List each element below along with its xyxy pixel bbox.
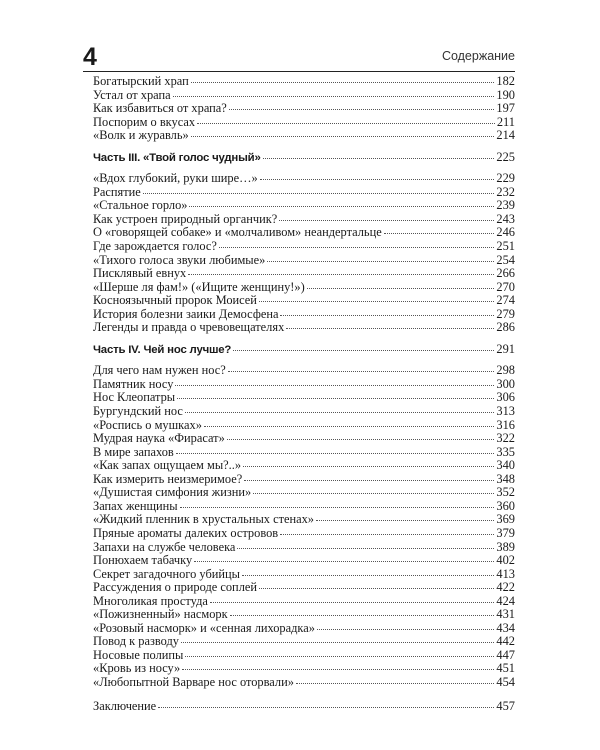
toc-entry-title: «Роспись о мушках» xyxy=(93,417,202,432)
toc-part-heading xyxy=(93,343,515,357)
dot-leader xyxy=(259,300,494,302)
toc-entry-page: 246 xyxy=(496,225,515,240)
toc-entry-page: 322 xyxy=(496,431,515,446)
dot-leader xyxy=(296,682,494,684)
toc-entry-page: 352 xyxy=(496,485,515,500)
dot-leader xyxy=(197,122,495,124)
dot-leader xyxy=(286,327,494,329)
toc-entry xyxy=(93,608,515,622)
toc-entry-page: 335 xyxy=(496,444,515,459)
toc-entry xyxy=(93,281,515,295)
dot-leader xyxy=(219,246,495,248)
dot-leader xyxy=(237,547,494,549)
toc-entry-page: 239 xyxy=(496,198,515,213)
toc-entry-page: 424 xyxy=(496,593,515,608)
toc-entry xyxy=(93,581,515,595)
dot-leader xyxy=(227,438,495,440)
toc-entry xyxy=(93,486,515,500)
dot-leader xyxy=(244,479,494,481)
toc-entry-page: 348 xyxy=(496,471,515,486)
toc-entry xyxy=(93,378,515,392)
toc-entry xyxy=(93,649,515,663)
toc-entry-title: «Как запах ощущаем мы?..» xyxy=(93,458,242,473)
toc-entry-page: 182 xyxy=(496,74,515,88)
toc-entry xyxy=(93,267,515,281)
toc-entry-title: История болезни заики Демосфена xyxy=(93,306,279,321)
toc-entry-page: 457 xyxy=(496,698,515,713)
toc-entry-page: 225 xyxy=(496,149,515,164)
toc-entry-title: Заключение xyxy=(93,698,157,713)
toc-entry xyxy=(93,321,515,335)
page-header xyxy=(83,42,515,72)
toc-entry xyxy=(93,240,515,254)
toc-entry-page: 389 xyxy=(496,539,515,554)
dot-leader xyxy=(307,287,495,289)
toc-entry xyxy=(93,102,515,116)
dot-leader xyxy=(280,533,494,535)
dot-leader xyxy=(177,397,494,399)
running-title: Содержание xyxy=(441,49,515,63)
toc-entry-page: 316 xyxy=(496,417,515,432)
toc-entry-title: Распятие xyxy=(93,184,141,199)
dot-leader xyxy=(263,157,495,159)
toc-entry-page: 279 xyxy=(496,306,515,321)
toc-entry-page: 266 xyxy=(496,266,515,281)
toc-entry xyxy=(93,554,515,568)
toc-entry xyxy=(93,213,515,227)
dot-leader xyxy=(181,641,494,643)
dot-leader xyxy=(260,178,495,180)
toc-entry xyxy=(93,622,515,636)
toc-entry-title: Часть IV. Чей нос лучше? xyxy=(93,343,232,356)
toc-entry-title: «Розовый насморк» и «сенная лихорадка» xyxy=(93,620,315,635)
toc-entry xyxy=(93,513,515,527)
toc-entry xyxy=(93,172,515,186)
toc-entry xyxy=(93,527,515,541)
toc-entry xyxy=(93,75,515,89)
dot-leader xyxy=(191,81,495,83)
toc-entry-page: 274 xyxy=(496,293,515,308)
dot-leader xyxy=(253,492,494,494)
toc-entry-title: Запах женщины xyxy=(93,498,178,513)
toc-entry-title: Нос Клеопатры xyxy=(93,390,176,405)
toc-entry-title: Для чего нам нужен нос? xyxy=(93,363,226,378)
toc-entry-page: 454 xyxy=(496,674,515,689)
toc-entry-title: «Волк и журавль» xyxy=(93,128,189,143)
toc-entry xyxy=(93,129,515,143)
dot-leader xyxy=(228,370,495,372)
toc-entry xyxy=(93,116,515,130)
toc-entry-page: 313 xyxy=(496,404,515,419)
dot-leader xyxy=(185,655,494,657)
toc-entry-title: О «говорящей собаке» и «молчаливом» неандертальце xyxy=(93,225,382,240)
toc-entry-page: 434 xyxy=(496,620,515,635)
toc-entry-page: 300 xyxy=(496,376,515,391)
dot-leader xyxy=(175,384,494,386)
toc-entry xyxy=(93,186,515,200)
toc-entry-page: 306 xyxy=(496,390,515,405)
toc-entry-title: Писклявый евнух xyxy=(93,266,187,281)
toc-entry xyxy=(93,700,515,714)
header-rule xyxy=(83,71,515,72)
dot-leader xyxy=(384,232,495,234)
dot-leader xyxy=(180,506,495,508)
dot-leader xyxy=(233,349,494,351)
toc-entry-page: 270 xyxy=(496,279,515,294)
toc-entry xyxy=(93,500,515,514)
toc-entry-title: В мире запахов xyxy=(93,444,174,459)
toc-entry-title: Как избавиться от храпа? xyxy=(93,101,227,116)
page-number: 4 xyxy=(83,43,97,71)
toc-entry-page: 447 xyxy=(496,647,515,662)
toc-entry-page: 232 xyxy=(496,184,515,199)
toc-entry xyxy=(93,541,515,555)
toc-entry-page: 442 xyxy=(496,634,515,649)
toc-entry-title: Повод к разводу xyxy=(93,634,179,649)
toc-entry-title: Как измерить неизмеримое? xyxy=(93,471,243,486)
toc-entry-title: «Вдох глубокий, руки шире…» xyxy=(93,171,258,186)
toc-entry-page: 197 xyxy=(496,101,515,116)
toc-entry xyxy=(93,432,515,446)
toc-entry-page: 243 xyxy=(496,211,515,226)
dot-leader xyxy=(279,219,494,221)
toc-entry-page: 190 xyxy=(496,87,515,102)
dot-leader xyxy=(229,108,495,110)
toc-entry-page: 254 xyxy=(496,252,515,267)
toc-entry-title: Понюхаем табачку xyxy=(93,553,193,568)
toc-entry xyxy=(93,405,515,419)
toc-entry-page: 286 xyxy=(496,320,515,335)
toc-entry-title: Богатырский храп xyxy=(93,74,189,88)
toc-entry xyxy=(93,662,515,676)
toc-entry-title: Как устроен природный органчик? xyxy=(93,211,278,226)
dot-leader xyxy=(173,95,495,97)
toc-entry-title: Многоликая простуда xyxy=(93,593,208,608)
toc-entry xyxy=(93,391,515,405)
toc-entry-page: 214 xyxy=(496,128,515,143)
toc-entry-page: 340 xyxy=(496,458,515,473)
toc-entry-title: Часть III. «Твой голос чудный» xyxy=(93,151,261,164)
toc-entry xyxy=(93,446,515,460)
toc-entry-title: «Пожизненный» насморк xyxy=(93,607,228,622)
toc-entry-page: 291 xyxy=(496,341,515,356)
toc-entry-page: 251 xyxy=(496,239,515,254)
toc-entry xyxy=(93,294,515,308)
toc-entry-title: Пряные ароматы далеких островов xyxy=(93,525,279,540)
toc-entry-title: «Жидкий пленник в хрустальных стенах» xyxy=(93,512,314,527)
dot-leader xyxy=(185,411,494,413)
toc-entry-title: Запахи на службе человека xyxy=(93,539,236,554)
dot-leader xyxy=(143,192,495,194)
toc-entry-page: 422 xyxy=(496,580,515,595)
toc-entry xyxy=(93,473,515,487)
toc-entry-title: «Любопытной Варваре нос оторвали» xyxy=(93,674,294,689)
toc-entry-title: «Шерше ля фам!» («Ищите женщину!») xyxy=(93,279,305,294)
toc-entry-page: 369 xyxy=(496,512,515,527)
toc-entry-title: Косноязычный пророк Моисей xyxy=(93,293,257,308)
toc-entry-title: Поспорим о вкусах xyxy=(93,114,196,129)
dot-leader xyxy=(317,628,494,630)
dot-leader xyxy=(280,314,494,316)
toc-entry-page: 413 xyxy=(496,566,515,581)
dot-leader xyxy=(182,668,494,670)
dot-leader xyxy=(189,205,494,207)
toc-entry xyxy=(93,199,515,213)
toc-entry-title: «Кровь из носу» xyxy=(93,661,181,676)
toc-entry-title: Устал от храпа xyxy=(93,87,171,102)
toc-entry-page: 211 xyxy=(496,114,515,129)
dot-leader xyxy=(176,452,495,454)
toc-entry-page: 451 xyxy=(496,661,515,676)
toc-entry-title: Памятник носу xyxy=(93,376,174,391)
dot-leader xyxy=(242,574,494,576)
toc-entry-title: Легенды и правда о чревовещателях xyxy=(93,320,285,335)
toc-entry-title: Бургундский нос xyxy=(93,404,183,419)
toc-entry xyxy=(93,226,515,240)
toc-entry-page: 229 xyxy=(496,171,515,186)
dot-leader xyxy=(194,560,494,562)
toc-entry-title: Где зарождается голос? xyxy=(93,239,217,254)
toc-entry xyxy=(93,419,515,433)
toc-entry-title: Секрет загадочного убийцы xyxy=(93,566,240,581)
toc-entry-title: Рассуждения о природе соплей xyxy=(93,580,258,595)
toc-entry-title: «Стальное горло» xyxy=(93,198,188,213)
dot-leader xyxy=(316,519,494,521)
toc-entry xyxy=(93,308,515,322)
toc-entry xyxy=(93,254,515,268)
dot-leader xyxy=(267,260,494,262)
toc-entry-page: 431 xyxy=(496,607,515,622)
table-of-contents xyxy=(93,75,515,713)
dot-leader xyxy=(191,135,495,137)
toc-entry xyxy=(93,635,515,649)
toc-entry-page: 298 xyxy=(496,363,515,378)
toc-entry xyxy=(93,89,515,103)
toc-entry-page: 402 xyxy=(496,553,515,568)
dot-leader xyxy=(158,706,494,708)
dot-leader xyxy=(230,614,495,616)
toc-entry-title: Мудрая наука «Фирасат» xyxy=(93,431,225,446)
toc-entry-title: «Тихого голоса звуки любимые» xyxy=(93,252,266,267)
toc-entry-page: 360 xyxy=(496,498,515,513)
toc-entry-title: Носовые полипы xyxy=(93,647,184,662)
dot-leader xyxy=(259,587,494,589)
toc-part-heading xyxy=(93,151,515,165)
dot-leader xyxy=(210,601,495,603)
dot-leader xyxy=(204,425,495,427)
toc-entry xyxy=(93,364,515,378)
toc-entry-page: 379 xyxy=(496,525,515,540)
dot-leader xyxy=(188,273,494,275)
toc-entry xyxy=(93,595,515,609)
toc-entry xyxy=(93,459,515,473)
toc-entry xyxy=(93,676,515,690)
toc-entry xyxy=(93,568,515,582)
dot-leader xyxy=(243,465,494,467)
toc-entry-title: «Душистая симфония жизни» xyxy=(93,485,252,500)
